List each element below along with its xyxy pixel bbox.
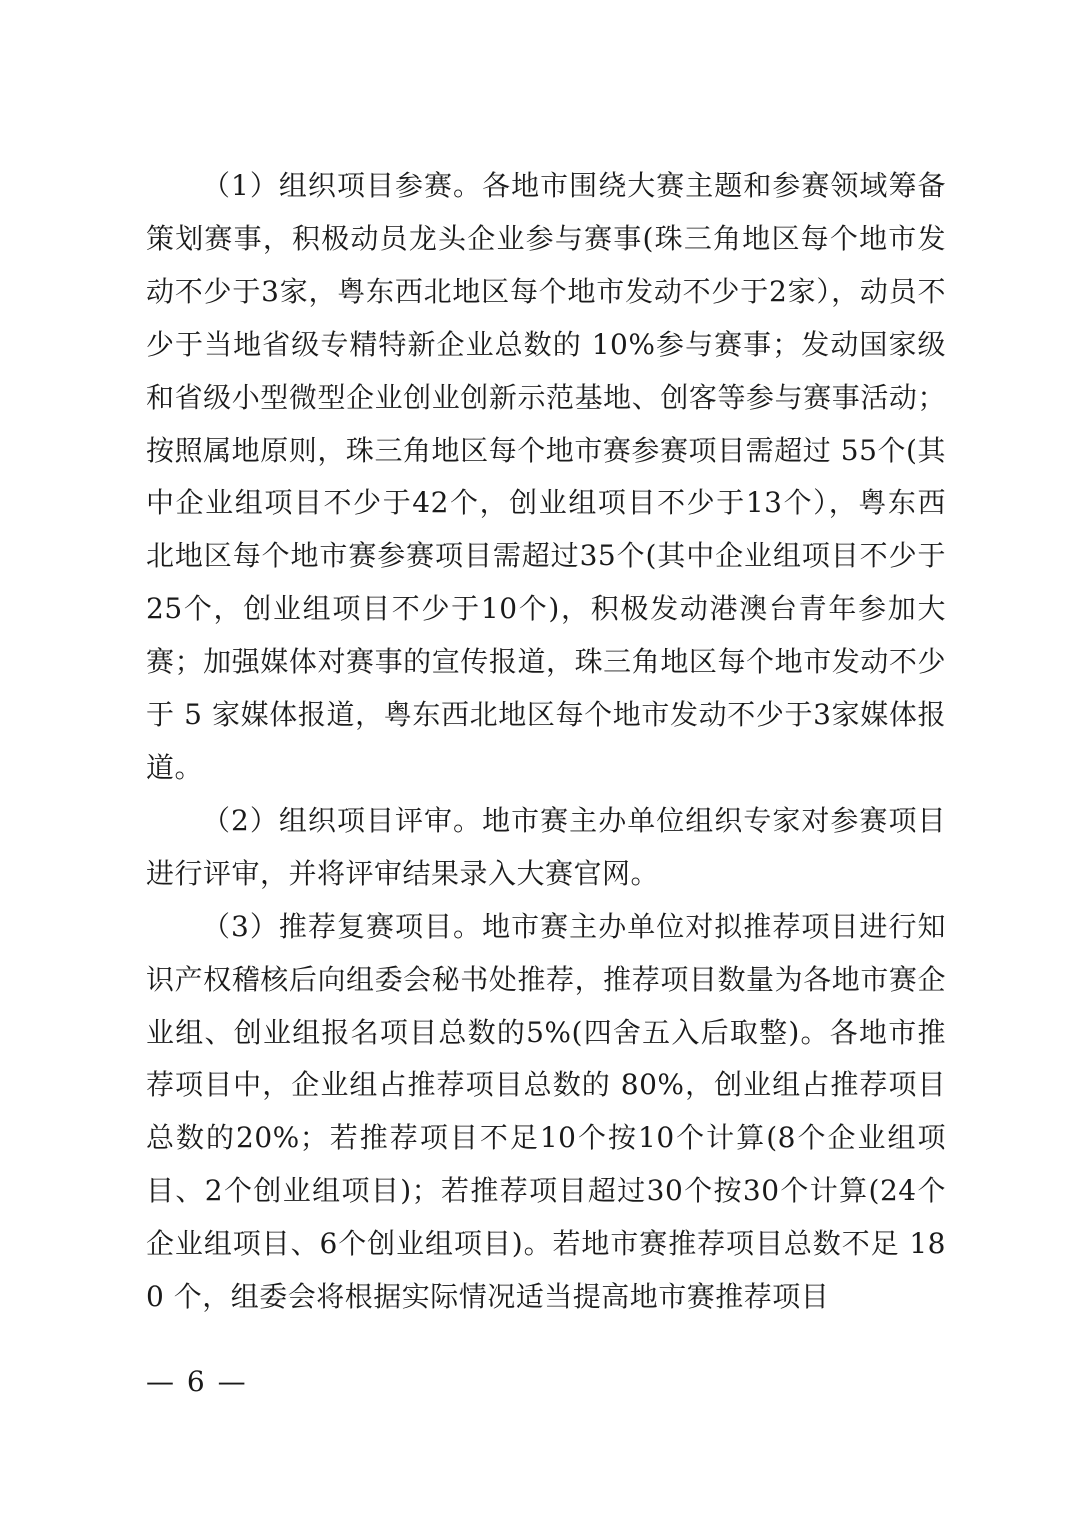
paragraph-2: （2）组织项目评审。地市赛主办单位组织专家对参赛项目进行评审，并将评审结果录入大赛官网。 [146, 803, 946, 890]
paragraph-3: （3）推荐复赛项目。地市赛主办单位对拟推荐项目进行知识产权稽核后向组委会秘书处推荐，推荐项目数量为各地市赛企业组、创业组报名项目总数的5%(四舍五入后取整)。各地市推荐项目中，企业组占推荐项目总数的 80%，创业组占推荐项目总数的20%；若推荐项目不足10个按10个计算(8个企业组项目、2个创业组项目)；若推荐项目超过30个按30个计算(24个企业组项目、6个创业组项目)。若地市赛推荐项目总数不足 180 个，组委会将根据实际情况适当提高地市赛推荐项目 [146, 909, 946, 1314]
page-number: — 6 — [146, 1365, 248, 1398]
body-text [146, 160, 946, 1324]
paragraph-1: （1）组织项目参赛。各地市围绕大赛主题和参赛领域筹备策划赛事，积极动员龙头企业参与赛事(珠三角地区每个地市发动不少于3家，粤东西北地区每个地市发动不少于2家），动员不少于当地省级专精特新企业总数的 10%参与赛事；发动国家级和省级小型微型企业创业创新示范基地、创客等参与赛事活动；按照属地原则，珠三角地区每个地市赛参赛项目需超过 55个(其中企业组项目不少于42个，创业组项目不少于13个），粤东西北地区每个地市赛参赛项目需超过35个(其中企业组项目不少于25个，创业组项目不少于10个)，积极发动港澳台青年参加大赛；加强媒体对赛事的宣传报道，珠三角地区每个地市发动不少于 5 家媒体报道，粤东西北地区每个地市发动不少于3家媒体报道。 [146, 169, 946, 784]
